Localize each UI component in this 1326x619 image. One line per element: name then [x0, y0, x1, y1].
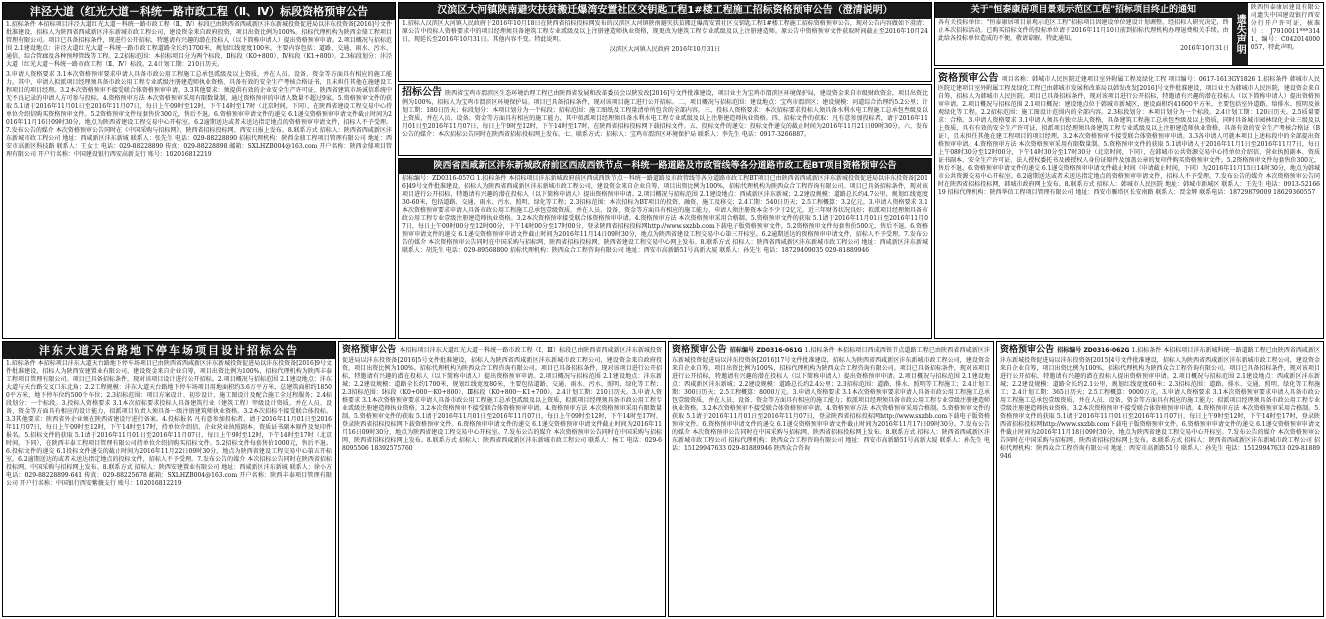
- termination-main: [935, 3, 1232, 65]
- q4-text-wrap: [997, 342, 1323, 462]
- notice-hancheng-hospital: [934, 68, 1324, 339]
- notice-meta: 招标编号 ZD0316-061G: [729, 347, 803, 354]
- tender-text-wrap: [399, 85, 931, 140]
- notice-body: 招标编号：ZD0316-057G 1.招标条件 本招标项目沣东新城政府前区西成西铁节点－科统一路道路及市政管线等各分道路市政工程BT项目已由陕西省西咸新区沣东新城投资促进局以沣东投资备[2016]49号文件批准建设，招标人为陕西省西咸新区沣东新城市政工程公司，建设资金来自企业自筹，项目出资比例为100%，招标代理机构为陕西众合工程咨询有限公司。项目已具备招标条件，现对该项目进行公开招标，特邀请有兴趣的潜在投标人（以下简称申请人）提出资格预审申请。2.项目概况与招标范围 2.1建设地点：西咸新区沣东新城；2.2建设规模：道路总长约4.7公里，规划红线宽度30-60米，包括道路、交通、雨水、污水、照明、绿化等工程；2.3招标范围：本次招标为BT项目的投资、融资、施工及移交；2.4工期：540日历天；2.5工程概算：3.2亿元。3.申请人资格要求 3.1本次资格预审要求申请人具备市政公用工程施工总承包壹级资质，并在人员、设备、资金等方面具有相应的施工能力，申请人须注册资本金不少于2亿元，近三年财务状况良好；拟派项目经理须具备市政公用工程专业壹级注册建造师执业资格。3.2本次资格预审接受联合体资格预审申请。4.资格预审方法 本次资格预审采用合格制。5.资格预审文件的获取 5.1请于2016年11月01日至2016年11月07日，每日上午09时00分至12时00分，下午14时00分至17时00分，登录陕西省招标投标网http://www.sxzbb.com下载电子版资格预审文件。5.2资格预审文件每套售价500元，售后不退。6.资格预审申请文件的递交 6.1递交资格预审申请文件截止时间为2016年11月14日09时30分，地点为陕西省建设工程交易中心第三开标室。6.2逾期送达的资格预审申请文件，招标人不予受理。7.发布公告的媒介 本次资格预审公告同时在中国采购与招标网、陕西省招标投标网、陕西省建设工程交易中心网上发布。8.联系方式 招标人：陕西省西咸新区沣东新城市政工程公司 地址：西咸新区沣东新城 联系人：胡先生 电话：029-89568800 招标代理机构：陕西众合工程咨询有限公司 地址：西安市高新路51号高新大厦 联系人：孙先生 电话：18729409035 029-81889946: [402, 174, 928, 254]
- notice-termination: [934, 2, 1324, 66]
- notice-title: 陕西省西咸新区沣东新城政府前区西成西铁节点－科统一路道路及市政管线等各分道路市政工程BT项目资格预审公告: [399, 159, 931, 174]
- lost-notice-label: 遗失声明: [1232, 3, 1248, 65]
- notice-signature: 2016年10月31日: [1180, 44, 1229, 52]
- notice-label: 资格预审公告: [1000, 345, 1055, 355]
- notice-label: 资格预审公告: [342, 345, 397, 355]
- notice-body: 3.申请人资格要求 3.1本次资格预审要求申请人具备市政公用工程施工总承包贰级及以上资质，并在人员、设备、资金等方面具有相应的施工能力。其中，申请人拟派项目经理须具备市政公用工程专业贰级注册建造师执业资格，具备有效的安全生产考核合格证书，且未担任其他在施建设工程项目的项目经理。3.2本次资格预审不接受联合体资格预审申请。3.3其他要求：须提供有效的企业安全生产许可证，陕西省建筑市场诚信系统中无不良记录的申请人方可参与投标。4.资格预审方法 本次资格预审采用有限数量制，通过资格预审的申请人数量不超过9家。5.资格预审文件的获取 5.1请于2016年11月01日至2016年11月07日，每日上午09时至12时，下午14时至17时（北京时间，下同），在陕西省建设工程交易中心持单位介绍信购买资格预审文件。5.2资格预审文件每套售价300元，售后不退。6.资格预审申请文件的递交 6.1递交资格预审申请文件截止时间为2016年11月16日09时30分，地点为陕西省建设工程交易中心开标室。6.2逾期送达或者未送达指定地点的资格预审申请文件，招标人不予受理。7.发布公告的媒介 本次资格预审公告同时在《中国采购与招标网》、陕西省招标投标网、西安日报上发布。8.联系方式 招标人：陕西省西咸新区沣东新城市政工程公司 地址：西咸新区沣东新城 联系人：张先生 电话：029-88228890 招标代理机构：陕西金鼎工程项目管理有限公司 地址：西安市高新区科技路 联系人：王女士 电话：029-88228899 传真：029-88228898 邮箱：SXLHZB004@163.com 开户名称：陕西金鼎项目管理有限公司 开户行名称：中国建设银行西安高新支行 账号：102016812219: [6, 71, 392, 158]
- notice-label: 资格预审公告: [938, 73, 999, 84]
- q2-text-wrap: [339, 342, 665, 454]
- notice-body: 1.招标条件 本招标项目西成西铁节点道路工程已由陕西省西咸新区沣东新城投资促进局以沣东投资备[2016]17号文件批准建设，招标人为陕西省西咸新区沣东新城市政工程公司，建设资金来自企业自筹，项目出资比例为100%，招标代理机构为陕西众合工程咨询有限公司。项目已具备招标条件，现对该项目进行公开招标，特邀请有兴趣的潜在投标人（以下简称申请人）提出资格预审申请。2.项目概况与招标范围 2.1建设地点：西咸新区沣东新城；2.2建设规模：道路总长约2.4公里；2.3招标范围：道路、排水、照明等工程施工；2.4计划工期：300日历天；2.5工程概算：8000万元。3.申请人资格要求 3.1本次资格预审要求申请人具备市政公用工程施工总承包壹级资质，并在人员、设备、资金等方面具有相应的施工能力；拟派项目经理须具备市政公用工程专业壹级注册建造师执业资格。3.2本次资格预审不接受联合体资格预审申请。4.资格预审方法 本次资格预审采用合格制。5.资格预审文件的获取 5.1请于2016年11月01日至2016年11月07日，登录陕西省招标投标网http://www.sxzbb.com下载电子版资格预审文件。6.资格预审申请文件的递交 6.1递交资格预审申请文件截止时间为2016年11月17日09时30分。7.发布公告的媒介 本次资格预审公告同时在中国采购与招标网、陕西省招标投标网上发布。8.联系方式 招标人：陕西省西咸新区沣东新城市政工程公司 招标代理机构：陕西众合工程咨询有限公司 地址：西安市高新路51号高新大厦 联系人：孙先生 电话：15129947633 029-81889946 陕西众合咨询: [672, 347, 991, 452]
- notice-label: 招标公告: [402, 87, 443, 98]
- notice-signature: 汉滨区大河镇人民政府 2016年10月31日: [609, 45, 721, 53]
- notice-qualification-2: [338, 341, 666, 617]
- notice-fengjing-avenue: [2, 2, 396, 339]
- notice-qualification-4: [996, 341, 1324, 617]
- notice-intro: 1.招标条件 本招标项目沣泾大道红光大道－科统一路市政工程（Ⅱ、Ⅳ）标段已由陕西省西咸新区沣东新城投资促进局以沣东投资备[2016]号文件批准建设，招标人为陕西省西咸新区沣东新城市政工程公司，建设资金来自政府投资，项目出资比例为100%。招标代理机构为陕西金鼎工程项目管理有限公司。项目已具备招标条件，现进行公开招标，特邀请有兴趣的潜在投标人（以下简称申请人）提出资格预审申请。2.项目概况与招标范围 2.1建设地点：沣泾大道红光大道－科统一路市政工程道路全长约1700米，规划红线宽度100米。主要内容包括：道路、交通、雨水、污水、通信、综合管廊及各种预埋管线等工程。2.2招标范围：本招标项目分为两个标段，Ⅱ标段（K0+800）、Ⅳ标段（K1+800）。2.3标段划分：沣泾大道（红光大道－科统一路市政工程（Ⅱ、Ⅳ）标段。2.4计划工期：210日历天。: [6, 21, 392, 69]
- notice-body: 本招标项目沣东大道红光大道－科统一路市政工程（Ⅰ、Ⅲ）标段已由陕西省西咸新区沣东新城投资促进局以沣东投资备[2016]5号文件批准建设，招标人为陕西省西咸新区沣东新城市政工程公司，建设资金来自政府投资，项目出资比例为100%。招标代理机构为陕西众合工程咨询有限公司。项目已具备招标条件，现对该项目进行公开招标，特邀请有兴趣的潜在投标人（以下简称申请人）提出资格预审申请。2.项目概况与招标范围 2.1建设地点：沣东新城；2.2建设规模：道路全长约1700米，规划红线宽度80米，主要包括道路、交通、雨水、污水、照明、绿化等工程；2.3招标范围：Ⅰ标段（K0+000～K0+800）、Ⅲ标段（K0+800～K1+700）。2.4计划工期：210日历天。3.申请人资格要求 3.1本次资格预审要求申请人具备市政公用工程施工总承包贰级及以上资质，拟派项目经理须具备市政公用工程专业贰级注册建造师执业资格。3.2本次资格预审不接受联合体资格预审申请。4.资格预审方法 本次资格预审采用有限数量制。5.资格预审文件的获取 5.1请于2016年11月01日至2016年11月07日，每日上午09时至12时，下午14时至17时，登录陕西省招标投标网下载资格预审文件。6.资格预审申请文件的递交 6.1递交资格预审申请文件截止时间为2016年11月16日09时30分，地点为陕西省建设工程交易中心开标室。7.发布公告的媒介 本次资格预审公告同时在中国采购与招标网、陕西省招标投标网上发布。8.联系方式 招标人：陕西省西咸新区沣东新城市政工程公司 联系人：杨工 电话：029-68095506 18392575760: [342, 347, 662, 452]
- notice-title: 汉滨区大河镇陕南避灾扶贫搬迁爆湾安置社区交钥匙工程1#楼工程施工招标资格预审公告（澄清说明）: [399, 3, 931, 19]
- notice-meta: 招标编号 ZD0316-062G: [1057, 347, 1130, 354]
- notice-body: 各有关投标单位："恒泰康居项目景观示范区工程"招标项目因建设单位建设计划调整，经招标人研究决定，终止本次招标活动。已购买招标文件的投标单位请于2016年11月10日前到招标代理机构办理退费相关手续。由此给各投标单位造成的不便，敬请谅解。特此通知。: [938, 18, 1229, 42]
- notice-body: 1.招标条件 本招标项目沣东新城科统一路道路工程已由陕西省西咸新区沣东新城投资促进局以沣东投资备[2015]4号文件批准建设，招标人为陕西省西咸新区沣东新城市政工程公司，建设资金来自企业自筹，项目出资比例为100%，招标代理机构为陕西众合工程咨询有限公司。项目已具备招标条件，现对该项目进行公开招标，特邀请有兴趣的潜在投标人提出资格预审申请。2.项目概况与招标范围 2.1建设地点：西咸新区沣东新城；2.2建设规模：道路全长约2.1公里，规划红线宽度60米；2.3招标范围：道路、排水、交通、照明、绿化等工程施工；2.4计划工期：365日历天；2.5工程概算：9000万元。3.申请人资格要求 3.1本次资格预审要求申请人具备市政公用工程施工总承包壹级资质，并在人员、设备、资金等方面具有相应的施工能力；拟派项目经理须具备市政公用工程专业壹级注册建造师执业资格。3.2本次资格预审不接受联合体资格预审申请。4.资格预审方法 本次资格预审采用合格制。5.资格预审文件的获取 5.1请于2016年11月01日至2016年11月07日，每日上午9时至12时，下午14时至17时，登录陕西省招标投标网http://www.sxzbb.com下载电子版资格预审文件。6.资格预审申请文件的递交 6.1递交资格预审申请文件截止时间为2016年11月18日09时30分，地点为陕西省建设工程交易中心开标室。7.发布公告的媒介 本次资格预审公告同时在中国采购与招标网、陕西省招标投标网上发布。8.联系方式 招标人：陕西省西咸新区沣东新城市政工程公司 招标代理机构：陕西众合工程咨询有限公司 地址：西安市高新路51号 联系人：孙先生 电话：15129947633 029-81889946: [1000, 347, 1320, 460]
- notice-body: 陕西省宝鸡市渭滨区生态环境治理工程已由陕西省发展和改革委员会以陕发改[2016]号文件批准建设，项目业主为宝鸡市渭滨区环境保护局，建设资金来自市级财政资金，项目出资比例为100%，招标人为宝鸡市渭滨区环境保护局。项目已具备招标条件，现对该项目施工进行公开招标。二、项目概况与招标范围：建设地点：宝鸡市渭滨区；建设规模：河道综合治理约5.2公里；计划工期：180日历天；标段划分：本项目划分为一个标段；招标范围：施工图纸及工程量清单所包含的全部内容。三、投标人资格要求：本次招标要求投标人须具备水利水电工程施工总承包叁级及以上资质，并在人员、设备、资金等方面具有相应的施工能力，其中拟派项目经理须具备水利水电工程专业贰级及以上注册建造师执业资格。四、招标文件的获取：凡有意参加投标者，请于2016年11月01日至2016年11月07日，每日上午9时至12时，下午14时至17时，在陕西省招标投标网下载招标文件。五、投标文件的递交：投标文件递交的截止时间为2016年11月21日09时30分。六、发布公告的媒介：本次招标公告同时在陕西省招标投标网上发布。七、联系方式：招标人：宝鸡市渭滨区环境保护局 联系人：李先生 电话：0917-3266887。: [402, 90, 928, 139]
- notice-qualification-3: [668, 341, 994, 617]
- notice-title: 沣东大道天台路地下停车场项目设计招标公告: [3, 342, 335, 359]
- q3-text-wrap: [669, 342, 993, 454]
- notice-parking-design: [2, 341, 336, 617]
- notice-title: 沣泾大道（红光大道－科统一路市政工程（Ⅱ、Ⅳ）标段资格预审公告: [3, 3, 395, 20]
- hospital-text-wrap: [935, 69, 1323, 198]
- notice-label: 资格预审公告: [672, 345, 727, 355]
- notice-hanbin-clarification: [398, 2, 932, 82]
- notice-body: 项目名称：韩城市人民医院迁建项目室外附属工程及绿化工程 项目编号：0617-1613GY1826 1.招标条件 韩城市人民医院迁建项目室外附属工程及绿化工程已由韩城市发展和改革局以韩发改发[2016]号文件批准建设，项目业主为韩城市人民医院，建设资金来自自筹，招标人为韩城市人民医院。项目已具备招标条件，现对该项目进行公开招标，特邀请有兴趣的潜在投标人（以下简称申请人）提出资格预审申请。2.项目概况与招标范围 2.1项目概况：建设地点位于韩城市新城区，建设面积约41600平方米，主要包括室外道路、给排水、照明及景观绿化等工程。2.2招标范围：施工图设计范围内的全部内容。2.3标段划分：本项目划分为一个标段。2.4计划工期：120日历天。2.5质量要求：合格。3.申请人资格要求 3.1申请人须具有独立法人资格，具备建筑工程施工总承包叁级及以上资质，同时具备城市园林绿化企业三级及以上资质，具有有效的安全生产许可证，拟派项目经理须具备建筑工程专业贰级及以上注册建造师执业资格，具备有效的安全生产考核合格证（B证），且未担任其他在建工程项目的项目经理。3.2本次资格预审不接受联合体资格预审申请。3.3各申请人可就本项目上述标段中的全部提出资格预审申请。4.资格预审方法 本次资格预审采用有限数量制。5.资格预审文件的获取 5.1请申请人于2016年11月1日至2016年11月7日，每日上午08时30分至12时00分，下午14时30分至17时30分（北京时间，下同），在韩城市公共资源交易中心持单位介绍信、营业执照副本、资质证书副本、安全生产许可证、法人授权委托书及被授权人身份证原件及加盖公章的复印件购买资格预审文件。5.2资格预审文件每套售价300元，售后不退。6.资格预审申请文件的递交 6.1递交资格预审申请文件截止时间（申请截止时间，下同）为2016年11月15日14时30分，地点为韩城市公共资源交易中心开标室。6.2逾期送达或者未送达指定地点的资格预审申请文件，招标人不予受理。7.发布公告的媒介 本次资格预审公告同时在陕西省招标投标网、韩城市政府网上发布。8.联系方式 招标人：韩城市人民医院 地址：韩城市新城区 联系人：王先生 电话：0913-5216619 招标代理机构：陕西华信工程项目管理有限公司 地址：西安市雁塔区长安南路 联系人：贾金辉 联系电话：18729879009 18629360557: [938, 76, 1320, 196]
- notice-body: 1.招标条件 本招标项目沣东大道天台路地下停车场项目已由陕西省西咸新区沣东新城投资促进局以沣东投资备[2016]9号文件批准建设，招标人为陕西安建置业有限公司，建设资金来自企业自筹，项目出资比例为100%，招标代理机构为陕西丰泰工程项目管理有限公司。项目已具备招标条件，现对该项目设计进行公开招标。2.项目概况与招标范围 2.1建设地点：沣东大道与天台路交叉口东北角；2.2工程规模：沣东大道天台路地下停车场项目用地面积约3.6万平方米，总建筑面积约18500平方米，地下停车位约500个车位；2.3招标范围：项目方案设计、初步设计、施工图设计及配合施工全过程服务；2.4标段划分：一个标段。3.投标人资格要求 3.1本次招标要求投标人具备建筑行业（建筑工程）甲级设计资质，并在人员、设备、资金等方面具有相应的设计能力，拟派项目负责人须具备一级注册建筑师执业资格。3.2本次招标不接受联合体投标。3.3其他要求：陕西省外企业须在陕西省建设厅进行备案。4.投标报名 凡有意参加投标者，请于2016年11月01日至2016年11月07日，每日上午09时至12时，下午14时至17时，持单位介绍信、企业营业执照副本、资质证书副本原件及复印件报名。5.招标文件的获取 5.1请于2016年11月01日至2016年11月07日，每日上午9时至12时，下午14时至17时（北京时间，下同），在陕西丰泰工程项目管理有限公司持单位介绍信购买招标文件。5.2招标文件每套售价1000元，售后不退。6.投标文件的递交 6.1投标文件递交的截止时间为2016年11月22日09时30分，地点为陕西省建设工程交易中心第五开标室。6.2逾期送达的或者未送达指定地点的投标文件，招标人不予受理。7.发布公告的媒介 本次招标公告同时在陕西省招标投标网、中国采购与招标网上发布。8.联系方式 招标人：陕西安建置业有限公司 地址：西咸新区沣东新城 联系人：徐小方 电话：029-88228899-641 传真：029-88225678 邮箱：SXLHZB004@163.com 开户名称：陕西丰泰项目管理有限公司 开户行名称：中国银行西安紫薇支行 账号：102016812219: [6, 360, 332, 487]
- notice-bt-project: [398, 158, 932, 339]
- notice-tender-middle: [398, 84, 932, 156]
- lost-notice-body: 陕西恒泰康居建设有限公司遗失中国建设银行西安分行开户许可证，核准号：J7910011***3141，编号：C042014000057，特此声明。: [1250, 4, 1320, 51]
- notice-body: 1.招标人汉滨区大河镇人民政府于2016年10月18日在陕西省招标投标网发布的汉滨区大河镇陕南避灾扶贫搬迁爆湾安置社区交钥匙工程1#楼工程施工招标资格预审公告，现对公告内容做如下澄清：原公告中投标人资格要求中的项目经理须具备建筑工程专业贰级及以上注册建造师执业资格，现更改为建筑工程专业贰级及以上注册建造师。原公告中资格预审文件获取时间截止至2016年10月24日，现延长至2016年10月31日。其他内容不变。特此说明。: [402, 20, 928, 43]
- notice-title: 关于"恒泰康居项目景观示范区工程"招标项目终止的通知: [935, 3, 1232, 18]
